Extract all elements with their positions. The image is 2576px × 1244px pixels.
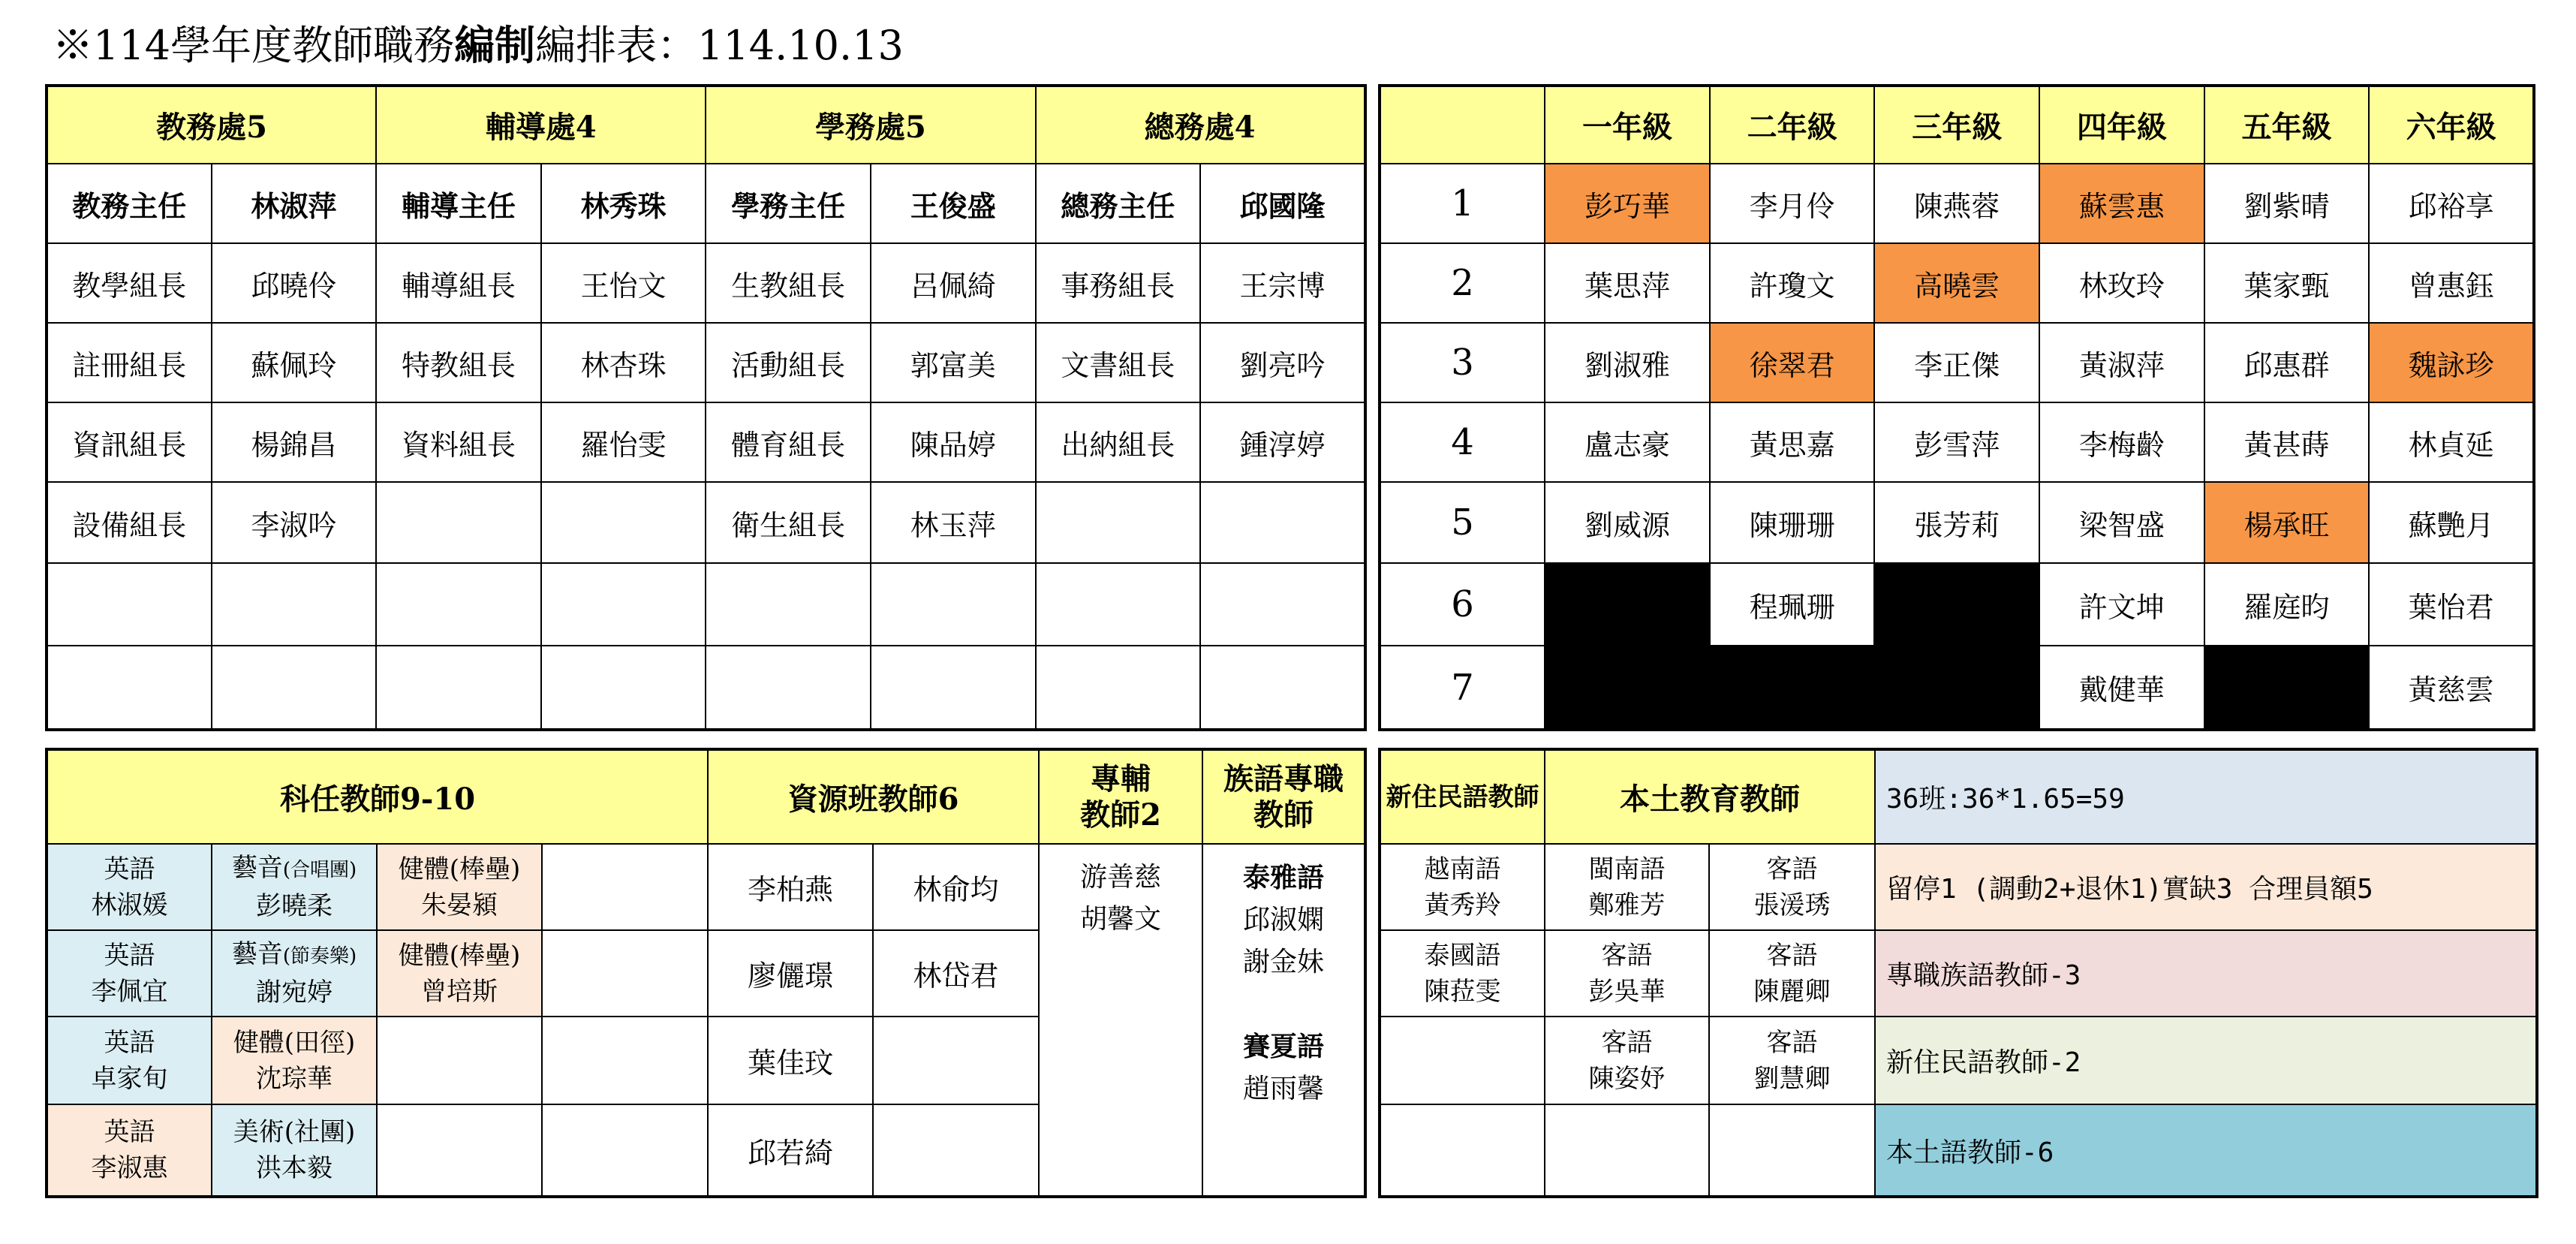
empty-cell xyxy=(541,646,706,730)
staff-name: 林玉萍 xyxy=(871,482,1036,563)
staff-name: 鍾淳婷 xyxy=(1200,402,1365,482)
homeroom-teacher: 蘇艷月 xyxy=(2369,482,2534,563)
staff-name: 林杏珠 xyxy=(541,323,706,402)
resource-teacher: 葉佳玟 xyxy=(708,1017,873,1104)
grade-header: 三年級 xyxy=(1874,86,2039,164)
counsel-teachers: 游善慈 胡馨文 xyxy=(1039,844,1202,1197)
homeroom-teacher: 邱裕享 xyxy=(2369,164,2534,243)
homeroom-teacher: 林貞延 xyxy=(2369,402,2534,482)
class-number: 3 xyxy=(1380,323,1545,402)
empty-cell xyxy=(1380,1017,1545,1104)
homeroom-teacher: 李梅齡 xyxy=(2039,402,2204,482)
no-class-cell xyxy=(1545,646,1710,730)
indigenous-count-note: 專職族語教師-3 xyxy=(1875,930,2537,1017)
staff-name: 邱曉伶 xyxy=(212,243,377,323)
empty-cell xyxy=(1380,1104,1545,1197)
no-class-cell xyxy=(2204,646,2370,730)
staff-title: 特教組長 xyxy=(376,323,541,402)
empty-cell xyxy=(376,646,541,730)
staff-title: 資料組長 xyxy=(376,402,541,482)
class-number: 5 xyxy=(1380,482,1545,563)
homeroom-teacher: 邱惠群 xyxy=(2204,323,2370,402)
staff-name: 蘇佩玲 xyxy=(212,323,377,402)
empty-cell xyxy=(706,563,871,646)
staff-name: 李淑吟 xyxy=(212,482,377,563)
class-number: 2 xyxy=(1380,243,1545,323)
class-number: 6 xyxy=(1380,563,1545,646)
resource-teacher: 廖儷璟 xyxy=(708,930,873,1017)
homeroom-teacher: 李正傑 xyxy=(1874,323,2039,402)
homeroom-teacher: 葉思萍 xyxy=(1545,243,1710,323)
homeroom-teacher: 劉威源 xyxy=(1545,482,1710,563)
grade-table xyxy=(1378,84,2535,731)
class-number: 1 xyxy=(1380,164,1545,243)
grade-header: 四年級 xyxy=(2039,86,2204,164)
empty-cell xyxy=(1709,1104,1875,1197)
staff-title: 文書組長 xyxy=(1036,323,1201,402)
resource-teacher: 李柏燕 xyxy=(708,844,873,930)
subject-teacher: 健體(棒壘) 曾培斯 xyxy=(377,930,542,1017)
director-title: 學務主任 xyxy=(706,164,871,243)
empty-cell xyxy=(873,1017,1039,1104)
new-resident-count-note: 新住民語教師-2 xyxy=(1875,1017,2537,1104)
staff-name: 呂佩綺 xyxy=(871,243,1036,323)
homeroom-teacher: 羅庭昀 xyxy=(2204,563,2370,646)
staff-name: 王怡文 xyxy=(541,243,706,323)
staff-name: 陳品婷 xyxy=(871,402,1036,482)
empty-cell xyxy=(1036,482,1201,563)
homeroom-teacher: 葉怡君 xyxy=(2369,563,2534,646)
empty-cell xyxy=(212,563,377,646)
office-header: 總務處4 xyxy=(1036,86,1365,164)
homeroom-teacher: 魏詠珍 xyxy=(2369,323,2534,402)
new-resident-teacher: 泰國語 陳菈雯 xyxy=(1380,930,1545,1017)
staff-title: 資訊組長 xyxy=(47,402,212,482)
empty-cell xyxy=(377,1017,542,1104)
empty-cell xyxy=(542,1104,708,1197)
staff-title: 活動組長 xyxy=(706,323,871,402)
class-quota-note: 36班:36*1.65=59 xyxy=(1875,749,2537,844)
empty-cell xyxy=(376,563,541,646)
homeroom-teacher: 曾惠鈺 xyxy=(2369,243,2534,323)
subject-header: 科任教師9-10 xyxy=(47,749,708,844)
office-table xyxy=(45,84,1367,731)
new-resident-header: 新住民語教師 xyxy=(1380,749,1545,844)
homeroom-teacher: 張芳莉 xyxy=(1874,482,2039,563)
indigenous-header: 族語專職 教師 xyxy=(1202,749,1365,844)
grade-corner xyxy=(1380,86,1545,164)
empty-cell xyxy=(871,563,1036,646)
empty-cell xyxy=(542,844,708,930)
no-class-cell xyxy=(1710,646,1875,730)
office-header: 輔導處4 xyxy=(376,86,706,164)
empty-cell xyxy=(376,482,541,563)
empty-cell xyxy=(1200,646,1365,730)
empty-cell xyxy=(377,1104,542,1197)
homeroom-teacher: 梁智盛 xyxy=(2039,482,2204,563)
homeroom-teacher: 林玫玲 xyxy=(2039,243,2204,323)
language-table xyxy=(1378,748,2538,1198)
local-teacher: 客語 劉慧卿 xyxy=(1709,1017,1875,1104)
local-teacher: 客語 陳麗卿 xyxy=(1709,930,1875,1017)
homeroom-teacher: 高曉雲 xyxy=(1874,243,2039,323)
staff-name: 楊錦昌 xyxy=(212,402,377,482)
homeroom-teacher: 彭雪萍 xyxy=(1874,402,2039,482)
empty-cell xyxy=(542,1017,708,1104)
local-teacher: 閩南語 鄭雅芳 xyxy=(1545,844,1709,930)
resource-teacher: 林俞均 xyxy=(873,844,1039,930)
staff-title: 衛生組長 xyxy=(706,482,871,563)
local-header: 本土教育教師 xyxy=(1545,749,1875,844)
homeroom-teacher: 盧志豪 xyxy=(1545,402,1710,482)
empty-cell xyxy=(1545,1104,1709,1197)
subject-teacher: 英語 李淑惠 xyxy=(47,1104,212,1197)
director-title: 教務主任 xyxy=(47,164,212,243)
subject-teacher: 健體(棒壘) 朱晏潁 xyxy=(377,844,542,930)
homeroom-teacher: 程珮珊 xyxy=(1710,563,1875,646)
office-header: 教務處5 xyxy=(47,86,376,164)
empty-cell xyxy=(47,563,212,646)
grade-header: 一年級 xyxy=(1545,86,1710,164)
resource-teacher: 林岱君 xyxy=(873,930,1039,1017)
subject-teacher: 藝音(節奏樂) 謝宛婷 xyxy=(212,930,377,1017)
director-name: 林秀珠 xyxy=(541,164,706,243)
new-resident-teacher: 越南語 黃秀羚 xyxy=(1380,844,1545,930)
subject-teacher: 英語 林淑媛 xyxy=(47,844,212,930)
empty-cell xyxy=(1036,563,1201,646)
homeroom-teacher: 許瓊文 xyxy=(1710,243,1875,323)
no-class-cell xyxy=(1874,646,2039,730)
subject-teacher: 健體(田徑) 沈琮華 xyxy=(212,1017,377,1104)
homeroom-teacher: 陳珊珊 xyxy=(1710,482,1875,563)
staff-title: 體育組長 xyxy=(706,402,871,482)
empty-cell xyxy=(541,563,706,646)
resource-teacher: 邱若綺 xyxy=(708,1104,873,1197)
homeroom-teacher: 黃慈雲 xyxy=(2369,646,2534,730)
grade-header: 五年級 xyxy=(2204,86,2370,164)
staff-title: 教學組長 xyxy=(47,243,212,323)
homeroom-teacher: 黃甚蒔 xyxy=(2204,402,2370,482)
subject-teacher: 藝音(合唱團) 彭曉柔 xyxy=(212,844,377,930)
no-class-cell xyxy=(1874,563,2039,646)
empty-cell xyxy=(542,930,708,1017)
homeroom-teacher: 楊承旺 xyxy=(2204,482,2370,563)
staff-name: 郭富美 xyxy=(871,323,1036,402)
indigenous-teachers: 泰雅語 邱淑嫻 謝金妹 賽夏語 趙雨馨 xyxy=(1202,844,1365,1197)
local-count-note: 本土語教師-6 xyxy=(1875,1104,2537,1197)
local-teacher: 客語 張湲琇 xyxy=(1709,844,1875,930)
homeroom-teacher: 許文坤 xyxy=(2039,563,2204,646)
director-name: 王俊盛 xyxy=(871,164,1036,243)
class-number: 7 xyxy=(1380,646,1545,730)
subject-teacher: 英語 卓家旬 xyxy=(47,1017,212,1104)
vacancy-note: 留停1 (調動2+退休1)實缺3 合理員額5 xyxy=(1875,844,2537,930)
staff-name: 羅怡雯 xyxy=(541,402,706,482)
director-title: 總務主任 xyxy=(1036,164,1201,243)
subject-teacher: 英語 李佩宜 xyxy=(47,930,212,1017)
empty-cell xyxy=(873,1104,1039,1197)
staff-title: 生教組長 xyxy=(706,243,871,323)
office-header: 學務處5 xyxy=(706,86,1035,164)
homeroom-teacher: 陳燕蓉 xyxy=(1874,164,2039,243)
homeroom-teacher: 李月伶 xyxy=(1710,164,1875,243)
staff-title: 設備組長 xyxy=(47,482,212,563)
homeroom-teacher: 蘇雲惠 xyxy=(2039,164,2204,243)
empty-cell xyxy=(47,646,212,730)
homeroom-teacher: 黃淑萍 xyxy=(2039,323,2204,402)
staff-title: 輔導組長 xyxy=(376,243,541,323)
staff-title: 出納組長 xyxy=(1036,402,1201,482)
director-title: 輔導主任 xyxy=(376,164,541,243)
empty-cell xyxy=(871,646,1036,730)
resource-header: 資源班教師6 xyxy=(708,749,1039,844)
empty-cell xyxy=(1200,563,1365,646)
staff-title: 註冊組長 xyxy=(47,323,212,402)
empty-cell xyxy=(1036,646,1201,730)
empty-cell xyxy=(541,482,706,563)
director-name: 邱國隆 xyxy=(1200,164,1365,243)
class-number: 4 xyxy=(1380,402,1545,482)
local-teacher: 客語 彭吳華 xyxy=(1545,930,1709,1017)
local-teacher: 客語 陳姿妤 xyxy=(1545,1017,1709,1104)
counsel-header: 專輔 教師2 xyxy=(1039,749,1202,844)
homeroom-teacher: 葉家甄 xyxy=(2204,243,2370,323)
grade-header: 二年級 xyxy=(1710,86,1875,164)
staff-title: 事務組長 xyxy=(1036,243,1201,323)
homeroom-teacher: 劉紫晴 xyxy=(2204,164,2370,243)
empty-cell xyxy=(706,646,871,730)
empty-cell xyxy=(212,646,377,730)
empty-cell xyxy=(1200,482,1365,563)
homeroom-teacher: 戴健華 xyxy=(2039,646,2204,730)
homeroom-teacher: 劉淑雅 xyxy=(1545,323,1710,402)
homeroom-teacher: 黃思嘉 xyxy=(1710,402,1875,482)
staff-name: 劉亮吟 xyxy=(1200,323,1365,402)
staff-name: 王宗博 xyxy=(1200,243,1365,323)
director-name: 林淑萍 xyxy=(212,164,377,243)
subject-teacher: 美術(社團) 洪本毅 xyxy=(212,1104,377,1197)
no-class-cell xyxy=(1545,563,1710,646)
homeroom-teacher: 徐翠君 xyxy=(1710,323,1875,402)
grade-header: 六年級 xyxy=(2369,86,2534,164)
page-title: ※114學年度教師職務編制編排表：114.10.13 xyxy=(53,21,904,69)
subject-table xyxy=(45,748,1367,1198)
homeroom-teacher: 彭巧華 xyxy=(1545,164,1710,243)
